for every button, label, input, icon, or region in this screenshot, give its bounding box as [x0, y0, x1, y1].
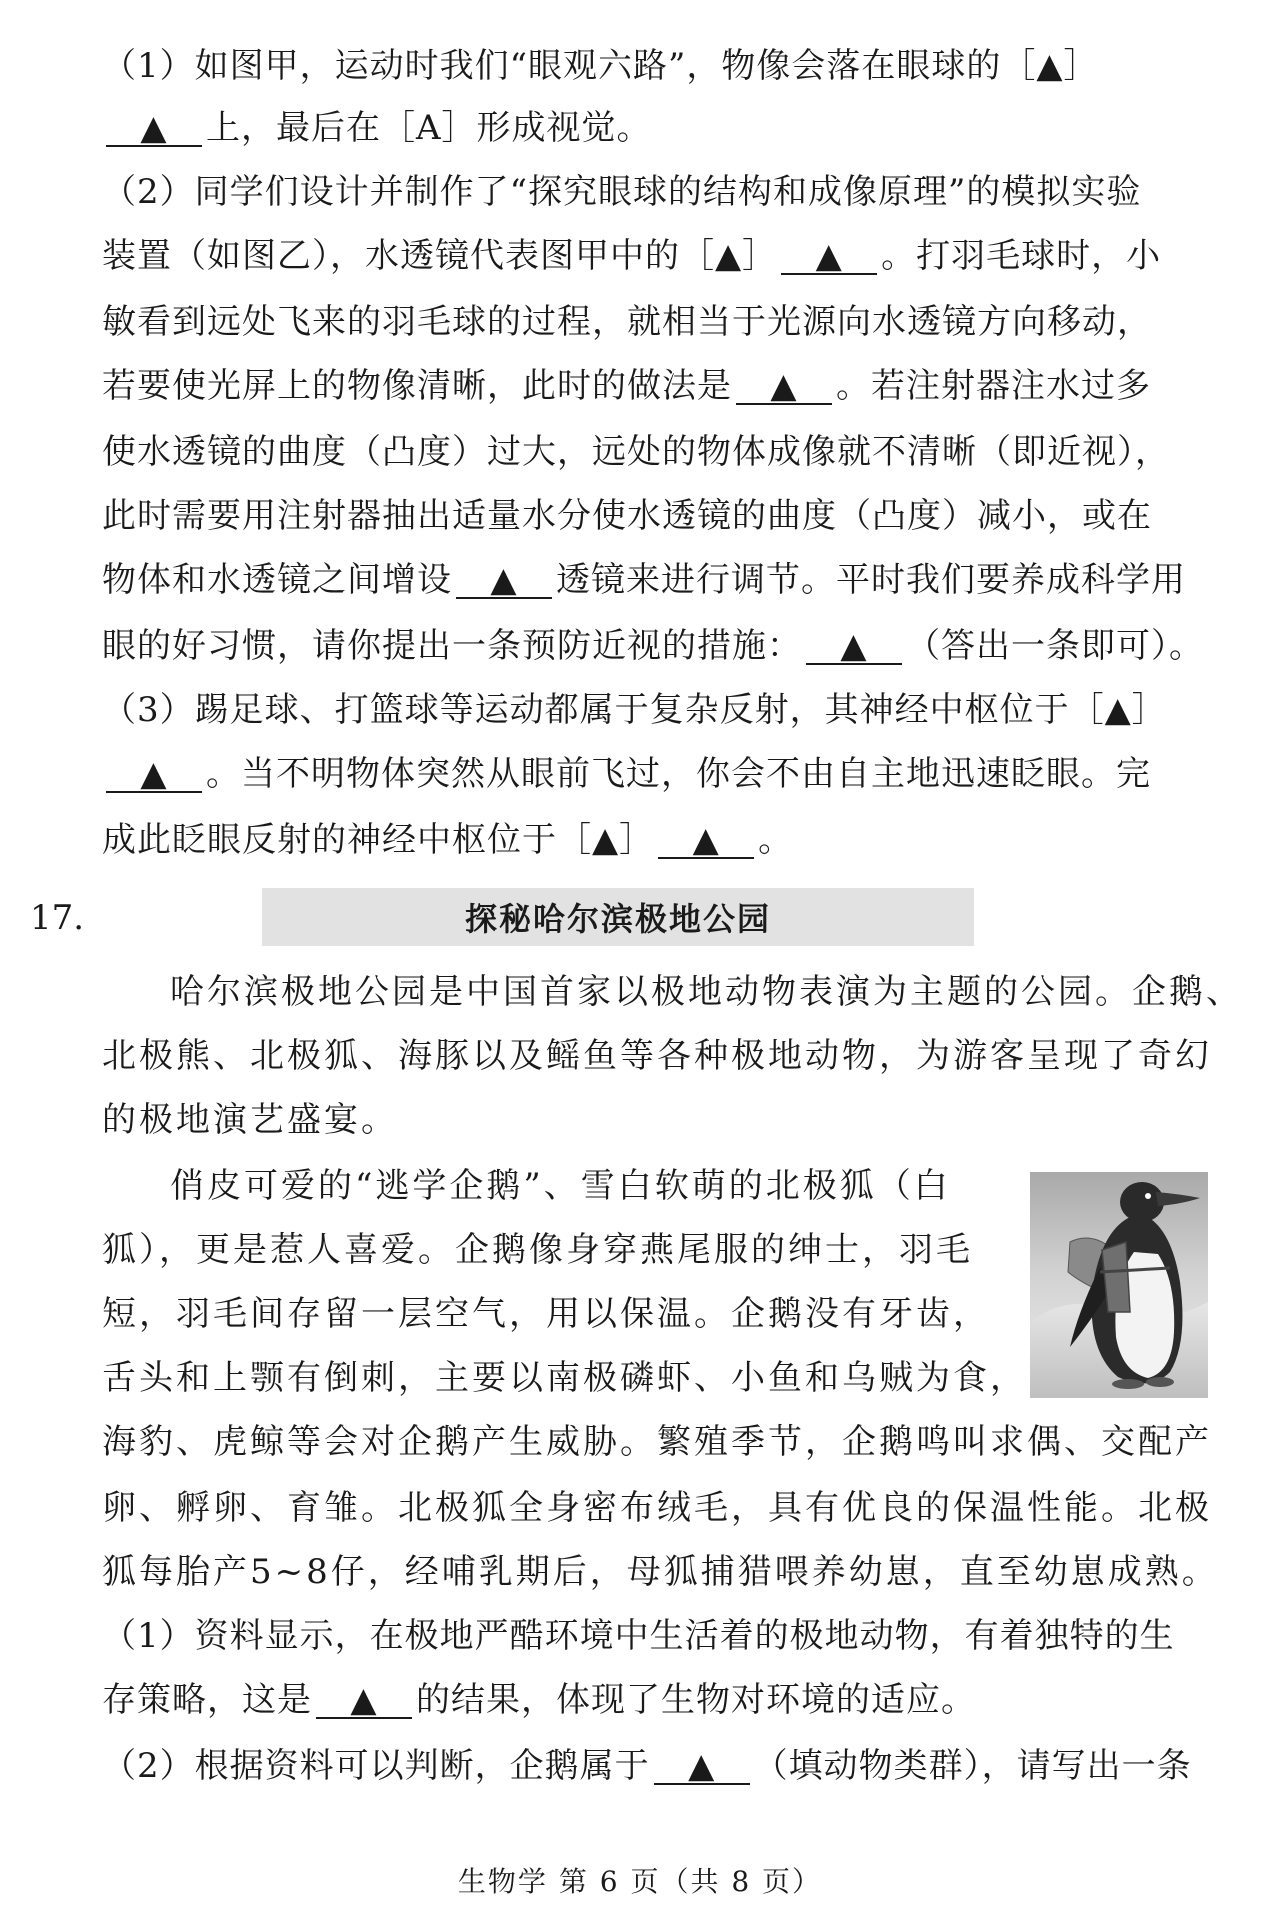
answer-blank: ▲	[781, 239, 877, 275]
text: 眼的好习惯，请你提出一条预防近视的措施：	[102, 626, 802, 666]
q16-part2-line6	[102, 496, 1206, 536]
text: 物体和水透镜之间增设	[102, 560, 452, 600]
answer-blank: ▲	[316, 1683, 412, 1719]
penguin-photo	[1030, 1172, 1208, 1398]
text: 俏皮可爱的“逃学企鹅”、雪白软萌的北极狐（白	[170, 1166, 951, 1206]
text: （1）资料显示，在极地严酷环境中生活着的极地动物，有着独特的生	[102, 1616, 1175, 1656]
q16-part2-line8	[102, 626, 1206, 666]
story-para2-line1	[102, 1166, 1010, 1206]
text: （2）根据资料可以判断，企鹅属于	[102, 1746, 650, 1786]
story-para2-line2	[102, 1230, 1002, 1270]
q16-part3-line1	[102, 690, 1206, 730]
q16-part1-line1	[102, 46, 1206, 86]
text: 透镜来进行调节。平时我们要养成科学用	[556, 560, 1186, 600]
answer-blank: ▲	[106, 757, 202, 793]
text: 成此眨眼反射的神经中枢位于［▲］	[102, 820, 655, 860]
text: 装置（如图乙），水透镜代表图甲中的［▲］	[102, 236, 778, 276]
text: （3）踢足球、打篮球等运动都属于复杂反射，其神经中枢位于［▲］	[102, 690, 1167, 730]
story-para1-line3	[102, 1100, 1206, 1140]
text: （1）如图甲，运动时我们“眼观六路”，物像会落在眼球的［▲］	[102, 46, 1099, 86]
text: 存策略，这是	[102, 1680, 312, 1720]
q16-part2-line1	[102, 172, 1206, 212]
text: 卵、孵卵、育雏。北极狐全身密布绒毛，具有优良的保温性能。北极	[102, 1488, 1212, 1528]
text: （2）同学们设计并制作了“探究眼球的结构和成像原理”的模拟实验	[102, 172, 1142, 212]
section-title: 探秘哈尔滨极地公园	[464, 900, 771, 938]
answer-blank: ▲	[654, 1749, 750, 1785]
q16-part3-line2	[102, 754, 1206, 794]
q16-part2-line2	[102, 236, 1206, 276]
q16-part2-line3	[102, 302, 1206, 342]
text: 。打羽毛球时，小	[881, 236, 1162, 276]
story-para2-line3	[102, 1294, 1002, 1334]
page-footer: 生物学 第 6 页（共 8 页）	[457, 1865, 823, 1898]
q17-part1-line2	[102, 1680, 1206, 1720]
text: 。若注射器注水过多	[836, 366, 1151, 406]
story-para1-line2	[102, 1036, 1212, 1076]
text: 哈尔滨极地公园是中国首家以极地动物表演为主题的公园。企鹅、	[170, 972, 1243, 1012]
answer-blank: ▲	[806, 629, 902, 665]
story-para2-line6	[102, 1488, 1212, 1528]
answer-blank: ▲	[736, 369, 832, 405]
story-para2-line7	[102, 1552, 1219, 1592]
text: 短，羽毛间存留一层空气，用以保温。企鹅没有牙齿，	[102, 1294, 990, 1334]
text: 舌头和上颚有倒刺，主要以南极磷虾、小鱼和乌贼为食，	[102, 1358, 1027, 1398]
text: （填动物类群），请写出一条	[753, 1746, 1192, 1786]
text: 。	[758, 820, 794, 860]
question-number: 17.	[30, 898, 85, 938]
text: 的结果，体现了生物对环境的适应。	[416, 1680, 976, 1720]
answer-blank: ▲	[658, 823, 754, 859]
text: 上，最后在［A］形成视觉。	[206, 108, 652, 148]
text: 此时需要用注射器抽出适量水分使水透镜的曲度（凸度）减小，或在	[102, 496, 1152, 536]
section-title-bar	[262, 888, 974, 946]
text: 若要使光屏上的物像清晰，此时的做法是	[102, 366, 732, 406]
text: 北极熊、北极狐、海豚以及鳐鱼等各种极地动物，为游客呈现了奇幻	[102, 1036, 1212, 1076]
answer-blank: ▲	[106, 111, 202, 147]
story-para2-line5	[102, 1422, 1212, 1462]
text: 的极地演艺盛宴。	[102, 1100, 398, 1140]
text: 狐每胎产5~8仔，经哺乳期后，母狐捕猎喂养幼崽，直至幼崽成熟。	[102, 1552, 1219, 1592]
text: （答出一条即可）。	[906, 626, 1204, 666]
q16-part3-line3	[102, 820, 1206, 860]
q16-part2-line7	[102, 560, 1206, 600]
text: 使水透镜的曲度（凸度）过大，远处的物体成像就不清晰（即近视），	[102, 432, 1170, 472]
answer-blank: ▲	[456, 563, 552, 599]
story-para1-line1	[102, 972, 1243, 1012]
story-para2-line4	[102, 1358, 1027, 1398]
text: 海豹、虎鲸等会对企鹅产生威胁。繁殖季节，企鹅鸣叫求偶、交配产	[102, 1422, 1212, 1462]
q17-part1-line1	[102, 1616, 1206, 1656]
q16-part2-line4	[102, 366, 1206, 406]
q16-part2-line5	[102, 432, 1206, 472]
text: 。当不明物体突然从眼前飞过，你会不由自主地迅速眨眼。完	[206, 754, 1151, 794]
q17-part2-line1	[102, 1746, 1206, 1786]
text: 敏看到远处飞来的羽毛球的过程，就相当于光源向水透镜方向移动，	[102, 302, 1152, 342]
text: 狐），更是惹人喜爱。企鹅像身穿燕尾服的绅士，羽毛	[102, 1230, 973, 1270]
q16-part1-line2	[102, 108, 1206, 148]
